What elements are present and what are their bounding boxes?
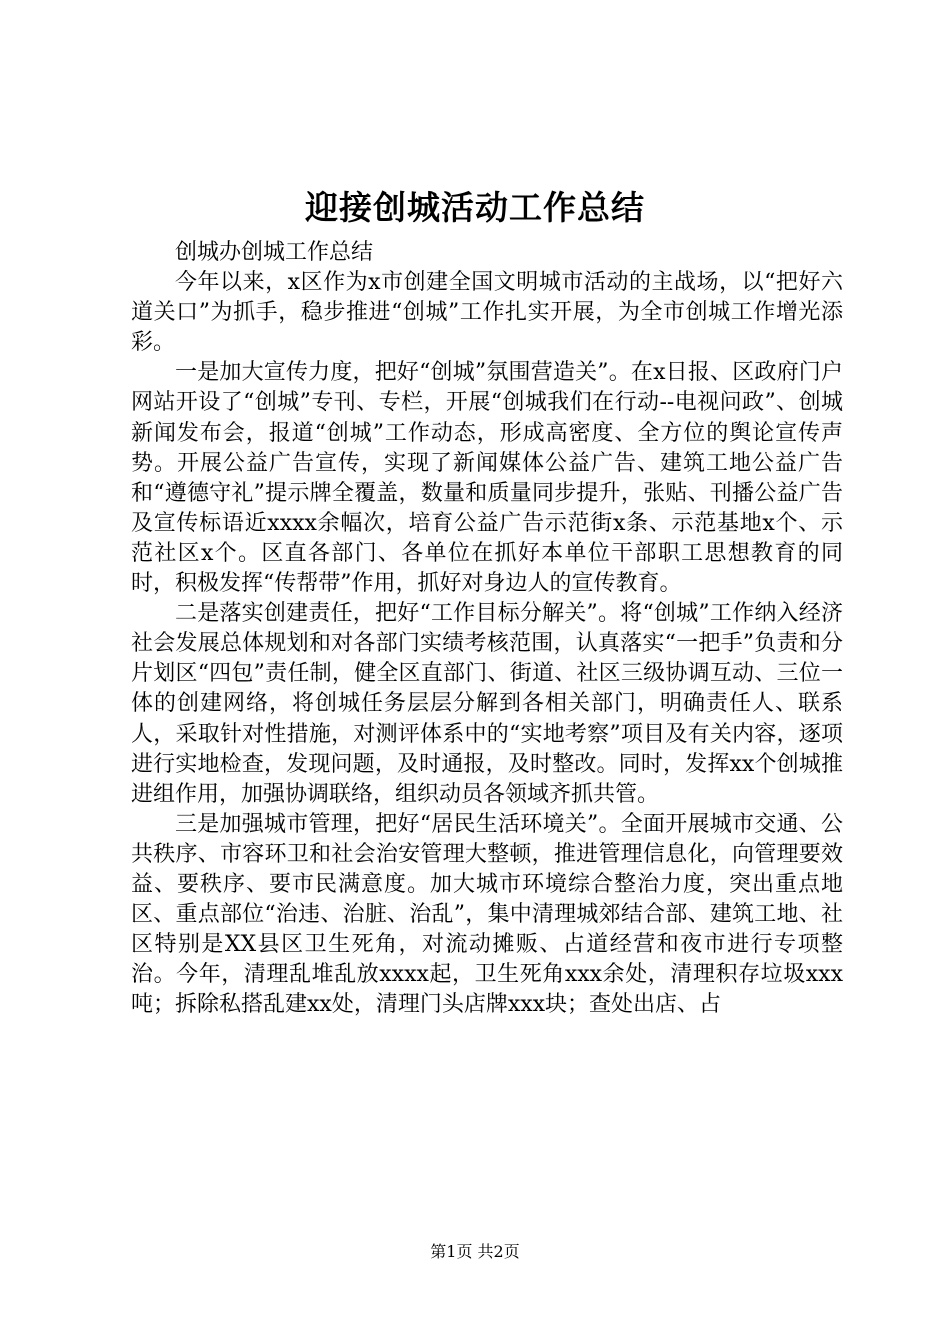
paragraph-intro: 今年以来，x区作为x市创建全国文明城市活动的主战场，以“把好六道关口”为抓手，稳步推进“创城”工作扎实开展，为全市创城工作增光添彩。 <box>131 270 843 356</box>
paragraph-publicity: 一是加大宣传力度，把好“创城”氛围营造关”。在x日报、区政府门户网站开设了“创城”专刊、专栏，开展“创城我们在行动--电视问政”、创城新闻发布会，报道“创城”工作动态，形成高密度、全方位的舆论宣传声势。开展公益广告宣传，实现了新闻媒体公益广告、建筑工地公益广告和“遵德守礼”提示牌全覆盖，数量和质量同步提升，张贴、刊播公益广告及宣传标语近xxxx余幅次，培育公益广告示范街x条、示范基地x个、示范社区x个。区直各部门、各单位在抓好本单位干部职工思想教育的同时，积极发挥“传帮带”作用，抓好对身边人的宣传教育。 <box>131 360 843 597</box>
paragraph-subtitle: 创城办创城工作总结 <box>175 240 374 265</box>
paragraph-responsibility: 二是落实创建责任，把好“工作目标分解关”。将“创城”工作纳入经济社会发展总体规划和对各部门实绩考核范围，认真落实“一把手”负责和分片划区“四包”责任制，健全区直部门、街道、社区三级协调互动、三位一体的创建网络，将创城任务层层分解到各相关部门，明确责任人、联系人，采取针对性措施，对测评体系中的“实地考察”项目及有关内容，逐项进行实地检查，发现问题，及时通报，及时整改。同时，发挥xx个创城推进组作用，加强协调联络，组织动员各领域齐抓共管。 <box>131 601 843 807</box>
document-title: 迎接创城活动工作总结 <box>305 188 645 227</box>
paragraph-city-management: 三是加强城市管理，把好“居民生活环境关”。全面开展城市交通、公共秩序、市容环卫和社会治安管理大整顿，推进管理信息化，向管理要效益、要秩序、要市民满意度。加大城市环境综合整治力度，突出重点地区、重点部位“治违、治脏、治乱”，集中清理城郊结合部、建筑工地、社区特别是XX县区卫生死角，对流动摊贩、占道经营和夜市进行专项整治。今年，清理乱堆乱放xxxx起，卫生死角xxx余处，清理积存垃圾xxx吨；拆除私搭乱建xx处，清理门头店牌xxx块；查处出店、占 <box>131 811 843 1018</box>
page-footer: 第1页 共2页 <box>430 1242 520 1261</box>
document-body <box>131 238 843 1020</box>
